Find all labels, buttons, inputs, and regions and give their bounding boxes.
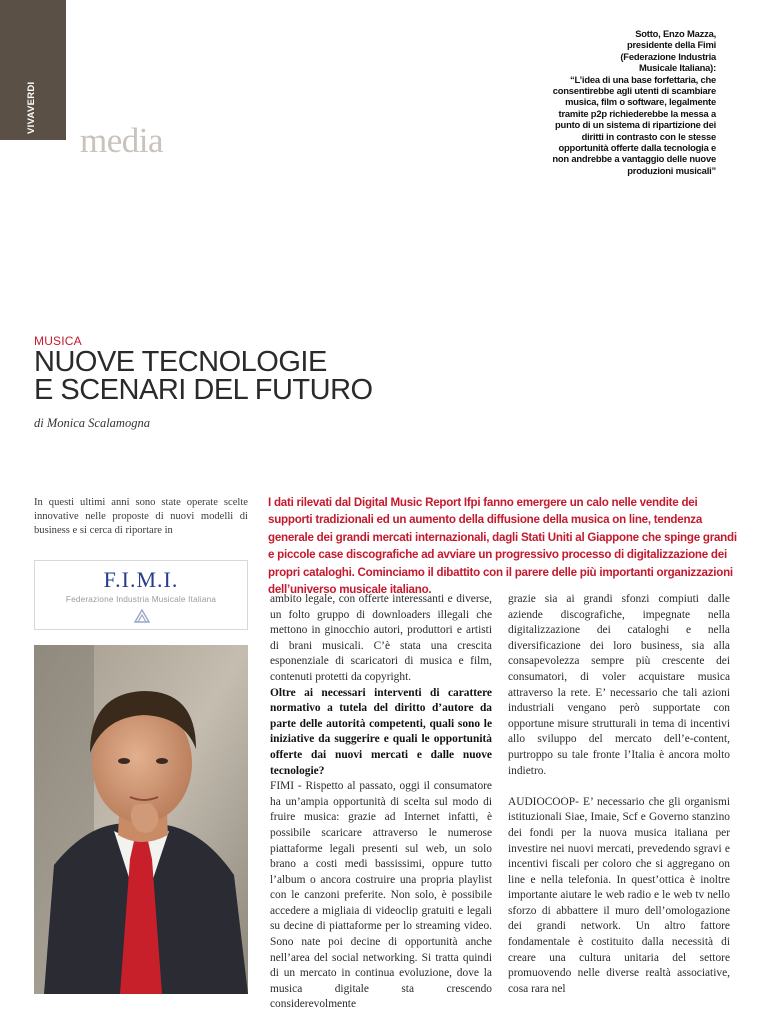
- fimi-logo: [34, 560, 248, 630]
- fimi-emblem-icon: [133, 608, 151, 624]
- fimi-logo-text: F.I.M.I.: [103, 567, 179, 592]
- caption-line: musica, film o software, legalmente: [565, 96, 716, 108]
- fimi-logo-subtitle: Federazione Industria Musicale Italiana: [65, 595, 217, 604]
- photo-caption: [496, 28, 716, 176]
- portrait-illustration: [34, 645, 248, 994]
- article-column-2: [508, 592, 730, 997]
- section-label: media: [80, 121, 164, 160]
- caption-line: Sotto, Enzo Mazza,: [635, 28, 716, 39]
- caption-line: consentirebbe agli utenti di scambiare: [552, 85, 716, 97]
- paragraph: AUDIOCOOP- E’ necessario che gli organismi istituzionali Siae, Imaie, Scf e Governo stanzino dei fondi per la nuova musica italiana per investire nei nuovi mercati, prevedendo sgravi e incentivi fiscali per coloro che si aggregano on line e nella telefonia. In quest’ottica è inoltre importante aiutare le web radio e le web tv nello sforzo di abbattere il muro dell’omologazione dei grandi network. Un altro fattore fondamentale è costituito dalla necessità di creare una cultura unitaria del settore promuovendo nelle diverse realtà associative, cosa rara nel: [508, 795, 730, 995]
- article-intro: In questi ultimi anni sono state operate scelte innovative nelle proposte di nuovi modelli di business e si cerca di riportare in: [34, 497, 248, 536]
- article-column-1: [270, 592, 492, 1013]
- paragraph: ambito legale, con offerte interessanti e diverse, un folto gruppo di downloaders illegali che mettono in ginocchio autori, produttori e artisti di brani musicali. C’è stata una crescita esponenziale di scaricatori di musica e film, contenuti protetti da copyright.: [270, 593, 492, 683]
- article-lead: I dati rilevati dal Digital Music Report Ifpi fanno emergere un calo nelle vendite dei supporti tradizionali ed un aumento della diffusione della musica on line, tendenza generale dei grandi mercati internazionali, dagli Stati Uniti al Giappone che spinge grandi e piccole case discografiche ad avviare un progressivo processo di digitalizzazione dei propri cataloghi. Cominciamo il dibattito con il parere delle più importanti organizzazioni dell’universo musicale italiano.: [268, 496, 737, 597]
- magazine-name: VIVAVERDI: [26, 81, 37, 134]
- caption-line: non andrebbe a vantaggio delle nuove: [552, 153, 716, 165]
- caption-line: produzioni musicali”: [627, 164, 716, 176]
- caption-line: (Federazione Industria: [620, 50, 716, 62]
- article-title-line: NUOVE TECNOLOGIE: [34, 346, 327, 378]
- caption-line: Musicale Italiana):: [639, 62, 716, 74]
- interview-question: Oltre ai necessari interventi di carattere normativo a tutela del diritto d’autore da parte delle autorità competenti, quali sono le iniziative da suggerire e quali le opportunità offerte dai nuovi mercati e dalle nuove tecnologie?: [270, 686, 492, 777]
- portrait-photo: [34, 645, 248, 994]
- caption-line: presidente della Fimi: [626, 39, 716, 51]
- caption-line: opportunità offerte dalla tecnologia e: [558, 142, 716, 154]
- article-kicker: MUSICA: [34, 334, 82, 348]
- caption-line: tramite p2p richiederebbe la messa a: [558, 107, 716, 119]
- caption-line: “L’idea di una base forfettaria, che: [570, 73, 716, 85]
- paragraph-gap: [508, 779, 730, 795]
- article-title: [34, 348, 534, 404]
- caption-line: punto di un sistema di ripartizione dei: [555, 119, 716, 131]
- caption-line: diritti in contrasto con le stesse: [581, 130, 716, 142]
- page-number: 26: [44, 108, 59, 123]
- paragraph: FIMI - Rispetto al passato, oggi il consumatore ha un’ampia opportunità di scelta sul modo di fruire musica: grazie ad Internet infatti, è possibile scaricare attraverso le numerose piattaforme legali presenti sul web, un solo brano a costi medi bassissimi, oppure tutto l’album o ancora costruire una propria playlist con le canzoni preferite. Non solo, è possibile accedere a migliaia di videoclip gratuiti e legali su decine di piattaforme per lo streaming video. Sono nate poi decine di opportunità anche nell’area del social networking. Si tratta quindi di un mercato in continua evoluzione, dove la musica digitale sta crescendo considerevolmente: [270, 780, 492, 1011]
- article-byline: di Monica Scalamogna: [34, 416, 150, 430]
- article-title-line: E SCENARI DEL FUTURO: [34, 374, 373, 406]
- paragraph: grazie sia ai grandi sfonzi compiuti dalle aziende discografiche, impegnate nella digitalizzazione dei cataloghi e nella diversificazione dei loro business, sia alla consapevolezza sempre più crescente dei consumatori, di voler acquistare musica attraverso la rete. E’ necessario che tali azioni industriali vengano però supportate con opportune misure strutturali in tema di incentivi allo sviluppo del mercato dell’e-content, purtroppo su tale fronte l’Italia è ancora molto indietro.: [508, 593, 730, 777]
